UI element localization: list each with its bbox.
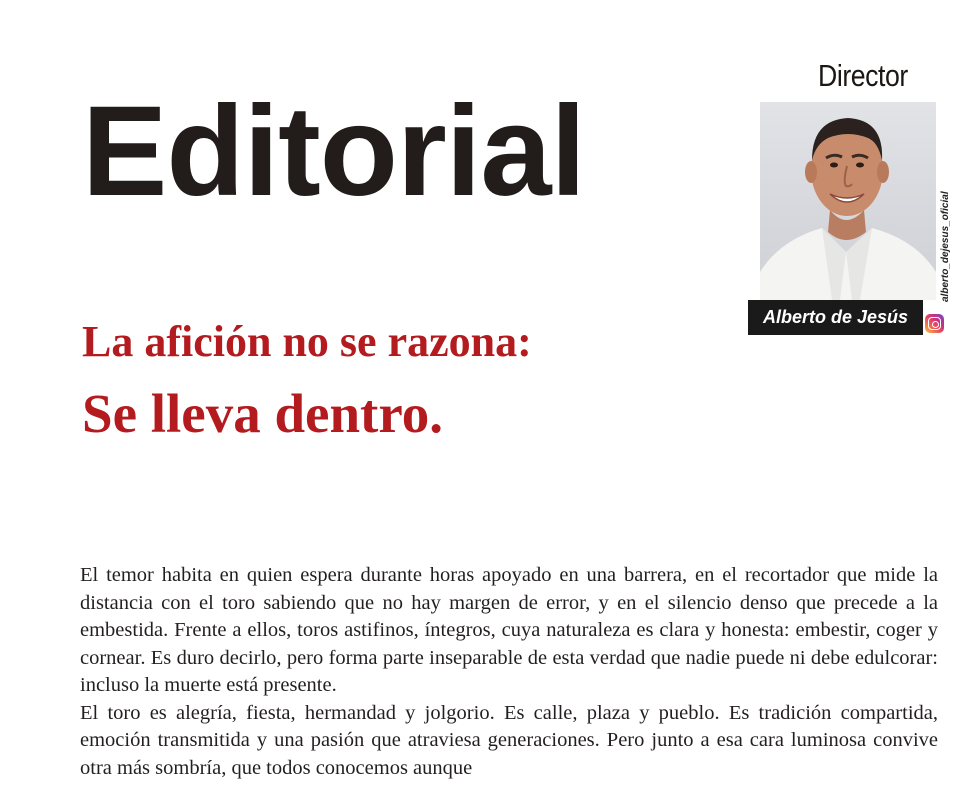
subtitle-line-1: La afición no se razona: [82,317,532,366]
author-name-caption: Alberto de Jesús [748,300,923,335]
subtitle-line-2: Se lleva dentro. [82,383,444,444]
body-paragraph: El temor habita en quien espera durante horas apoyado en una barrera, en el recortador que mide la distancia con el toro sabiendo que no hay margen de error, y en el silencio denso que precede a la embestida. Frente a ellos, toros astifinos, íntegros, cuya naturaleza es clara y honesta: embestir, coger y cornear. Es duro decirlo, pero forma parte inseparable de esta verdad que nadie puede ni debe edulcorar: incluso la muerte está presente. [80,564,938,696]
instagram-icon[interactable] [925,314,944,333]
article-body [80,562,938,782]
author-photo [760,102,936,300]
body-paragraph: El toro es alegría, fiesta, hermandad y jolgorio. Es calle, plaza y pueblo. Es tradición compartida, emoción transmitida y una pasión que atraviesa generaciones. Pero junto a esa cara luminosa convive otra más sombría, que todos conocemos aunque [80,701,938,779]
instagram-handle[interactable]: alberto_dejesus_oficial [940,191,951,302]
author-role: Director [818,58,908,93]
portrait-illustration [760,102,936,300]
page-title: Editorial [82,80,586,223]
